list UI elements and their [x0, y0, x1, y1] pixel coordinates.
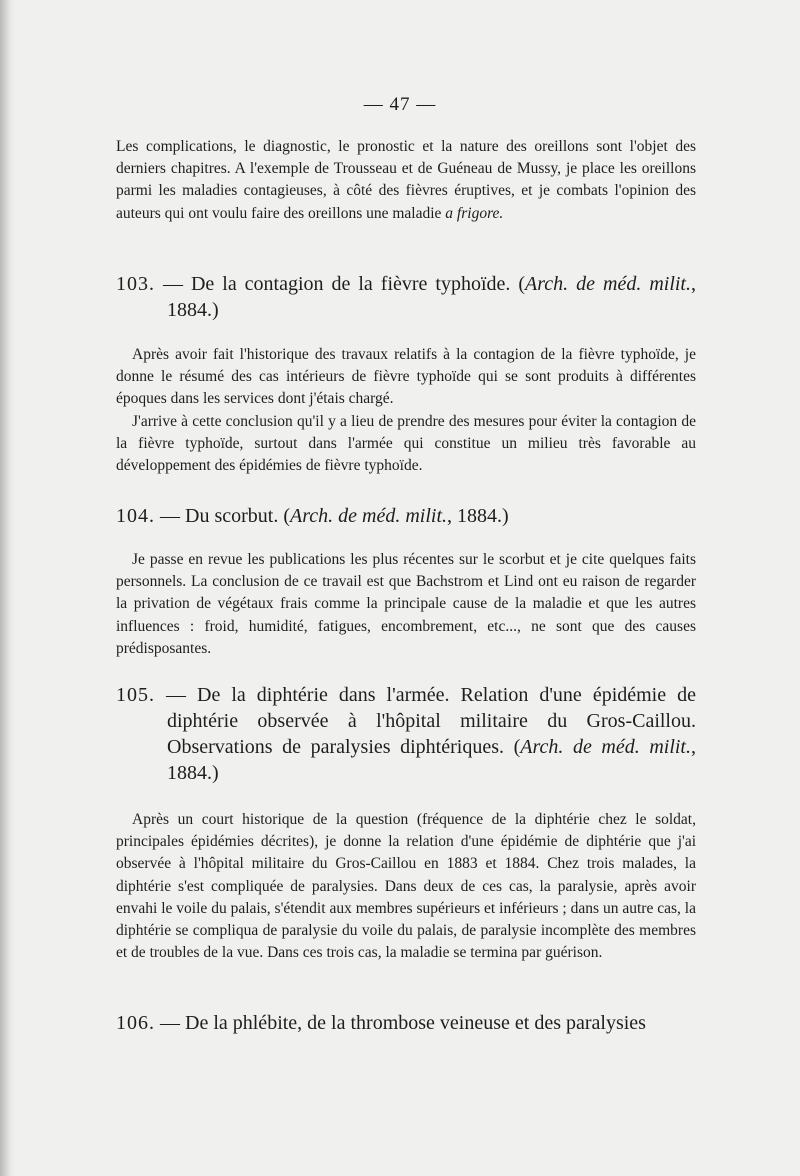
entry-104-heading [116, 503, 696, 529]
entry-title: — De la phlébite, de la thrombose veineuse et des paralysies [160, 1012, 646, 1034]
entry-number: 106. [116, 1012, 155, 1034]
entry-heading: 105. — De la diphtérie dans l'armée. Relation d'une épidémie de diphtérie observée à l'hôpital militaire du Gros-Caillou. Observations de paralysies diphtériques. (Arch. de méd. milit., 1884.) [116, 684, 696, 784]
intro-paragraph [116, 136, 696, 225]
entry-104-body [116, 549, 696, 660]
entry-103-heading [116, 271, 696, 323]
entry-paragraph: Je passe en revue les publications les plus récentes sur le scorbut et je cite quelques faits personnels. La conclusion de ce travail est que Bachstrom et Lind ont eu raison de regarder la privation de végétaux frais comme la principale cause de la maladie et que les autres influences : froid, humidité, fatigues, encombrement, etc..., ne sont que des causes prédisposantes. [116, 551, 696, 657]
page-number: — 47 — [363, 94, 437, 115]
entry-heading: 103. — De la contagion de la fièvre typhoïde. (Arch. de méd. milit., 1884.) [116, 273, 696, 321]
entry-paragraph: Après un court historique de la question (fréquence de la diphtérie chez le soldat, principales épidémies décrites), je donne la relation d'une épidémie de diphtérie que j'ai observée à l'hôpital militaire du Gros-Caillou en 1883 et 1884. Chez trois malades, la diphtérie s'est compliquée de paralysies. Dans deux de ces cas, la paralysie, après avoir envahi le voile du palais, s'étendit aux membres supérieurs et inférieurs ; dans un autre cas, la diphtérie se compliqua de paralysie du voile du palais, de paralysie incomplète des membres et de troubles de la vue. Dans ces trois cas, la maladie se termina par guérison. [116, 811, 696, 962]
entry-title: — De la contagion de la fièvre typhoïde. [162, 273, 511, 295]
entry-103-body [116, 344, 696, 477]
intro-italic-end: a frigore. [445, 204, 504, 222]
entry-heading [116, 1010, 696, 1036]
entry-heading: 104. — Du scorbut. (Arch. de méd. milit., 1884.) [116, 505, 509, 527]
entry-source: Arch. de méd. milit. [520, 736, 691, 758]
intro-section [116, 136, 696, 225]
entry-paragraph: J'arrive à cette conclusion qu'il y a lieu de prendre des mesures pour éviter la contagion de la fièvre typhoïde, surtout dans l'armée qui constitue un milieu très favorable au développement des épidémies de fièvre typhoïde. [116, 412, 696, 475]
entry-105-heading [116, 682, 696, 786]
entry-105-body [116, 809, 696, 964]
intro-text: Les complications, le diagnostic, le pronostic et la nature des oreillons sont l'objet des derniers chapitres. A l'exemple de Trousseau et de Guéneau de Mussy, je place les oreillons parmi les maladies contagieuses, à côté des fièvres éruptives, et je combats l'opinion des auteurs qui ont voulu faire des oreillons une maladie [116, 138, 696, 222]
entry-title: — Du scorbut. [160, 505, 279, 527]
entry-106-heading [116, 1010, 696, 1036]
entry-year: 1884.) [167, 762, 219, 784]
entry-year: 1884.) [167, 299, 219, 321]
entry-title: — De la diphtérie dans l'armée. Relation d'une épidémie de diphtérie observée à l'hôpital militaire du Gros-Caillou. Observations de paralysies diphtériques. [166, 684, 696, 758]
entry-source: Arch. de méd. milit. [290, 505, 448, 527]
entry-number: 103. [116, 273, 155, 295]
entry-number: 105. [116, 684, 155, 706]
entry-source: Arch. de méd. milit. [525, 273, 691, 295]
entry-paragraph: Après avoir fait l'historique des travaux relatifs à la contagion de la fièvre typhoïde, je donne le résumé des cas intérieurs de fièvre typhoïde qui se sont produits à différentes époques dans les services dont j'étais chargé. [116, 346, 696, 408]
page-edge-shadow [0, 0, 14, 1176]
entry-number: 104. [116, 505, 155, 527]
entry-year: 1884.) [457, 505, 509, 527]
